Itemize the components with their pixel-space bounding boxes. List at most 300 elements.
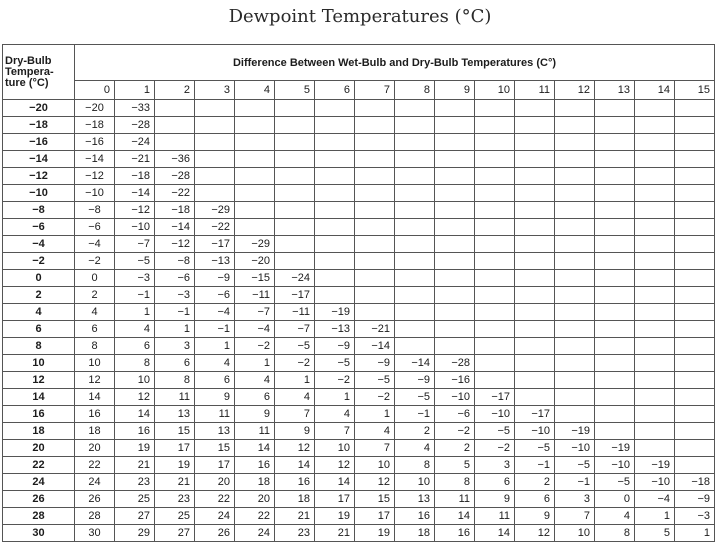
dewpoint-cell: 24 [195,508,235,525]
dewpoint-cell [395,202,435,219]
dewpoint-cell: 25 [155,508,195,525]
dewpoint-cell [475,151,515,168]
dry-bulb-value: 2 [3,287,75,304]
dry-bulb-value: 8 [3,338,75,355]
dewpoint-cell: 8 [595,525,635,542]
dewpoint-cell: −10 [475,406,515,423]
dewpoint-cell [515,236,555,253]
dewpoint-cell [675,236,715,253]
dewpoint-cell: −12 [75,168,115,185]
dewpoint-cell [635,372,675,389]
dewpoint-cell [475,134,515,151]
dewpoint-cell: 16 [235,457,275,474]
dewpoint-cell: −9 [355,355,395,372]
dewpoint-cell: 13 [395,491,435,508]
dewpoint-cell: −16 [435,372,475,389]
dewpoint-cell: −5 [315,355,355,372]
dewpoint-cell [275,117,315,134]
dewpoint-cell [675,219,715,236]
dewpoint-cell: −16 [75,134,115,151]
dewpoint-cell: 10 [555,525,595,542]
difference-column-header: 10 [475,81,515,100]
table-row [3,100,715,117]
dewpoint-cell: −17 [195,236,235,253]
dewpoint-cell [595,168,635,185]
dewpoint-cell [395,253,435,270]
difference-column-header: 4 [235,81,275,100]
difference-column-header: 3 [195,81,235,100]
dewpoint-cell [395,236,435,253]
dewpoint-cell: 26 [195,525,235,542]
dewpoint-cell: −9 [675,491,715,508]
dewpoint-cell: −5 [595,474,635,491]
dewpoint-cell: −10 [115,219,155,236]
dewpoint-cell: 16 [435,525,475,542]
dewpoint-cell [515,372,555,389]
dewpoint-cell: 1 [235,355,275,372]
dewpoint-cell [275,236,315,253]
dewpoint-cell: 17 [155,440,195,457]
dewpoint-cell [635,185,675,202]
dewpoint-cell [595,372,635,389]
dewpoint-cell: 0 [595,491,635,508]
dewpoint-cell [675,321,715,338]
dewpoint-cell [475,355,515,372]
dewpoint-cell [555,406,595,423]
dewpoint-cell: −1 [395,406,435,423]
dewpoint-cell [315,270,355,287]
dewpoint-cell: −19 [595,440,635,457]
dewpoint-cell: 23 [115,474,155,491]
dewpoint-cell: 4 [355,423,395,440]
dewpoint-cell: 4 [595,508,635,525]
dewpoint-cell: 8 [155,372,195,389]
dewpoint-cell [315,151,355,168]
dewpoint-cell: 16 [275,474,315,491]
dewpoint-cell [515,355,555,372]
table-row [3,168,715,185]
dewpoint-cell [635,304,675,321]
dewpoint-cell [435,202,475,219]
dewpoint-cell [675,202,715,219]
dewpoint-cell [235,151,275,168]
dewpoint-cell: −4 [195,304,235,321]
dewpoint-cell: 13 [195,423,235,440]
dewpoint-cell [275,134,315,151]
dewpoint-cell: −7 [115,236,155,253]
dewpoint-cell: 4 [235,372,275,389]
dewpoint-cell: 19 [315,508,355,525]
dewpoint-cell: 17 [195,457,235,474]
dewpoint-cell [595,134,635,151]
dewpoint-cell: 2 [435,440,475,457]
dewpoint-cell: −17 [475,389,515,406]
dewpoint-cell: 6 [475,474,515,491]
dewpoint-cell: 9 [275,423,315,440]
dewpoint-cell: 20 [75,440,115,457]
dewpoint-cell [315,168,355,185]
dewpoint-cell [595,151,635,168]
dewpoint-cell: 0 [75,270,115,287]
dewpoint-cell: −22 [155,185,195,202]
dewpoint-cell: 1 [315,389,355,406]
dewpoint-cell: 27 [115,508,155,525]
difference-column-header: 14 [635,81,675,100]
table-row [3,253,715,270]
table-row [3,372,715,389]
dewpoint-cell [435,236,475,253]
dewpoint-cell [475,185,515,202]
dewpoint-cell [195,151,235,168]
dewpoint-cell [515,389,555,406]
dewpoint-cell [395,117,435,134]
dewpoint-cell: 4 [115,321,155,338]
dewpoint-cell [555,287,595,304]
dewpoint-cell: −17 [515,406,555,423]
dewpoint-cell: −2 [75,253,115,270]
dewpoint-cell: 6 [195,372,235,389]
dewpoint-cell: 27 [155,525,195,542]
dewpoint-cell: 5 [635,525,675,542]
dry-bulb-value: 28 [3,508,75,525]
table-title: Dewpoint Temperatures (°C) [228,6,492,27]
dewpoint-cell [595,406,635,423]
dewpoint-cell [595,219,635,236]
dewpoint-cell [555,321,595,338]
dewpoint-cell [355,236,395,253]
dewpoint-cell [515,321,555,338]
dewpoint-cell [595,185,635,202]
dewpoint-cell: 19 [115,440,155,457]
dewpoint-cell: 14 [475,525,515,542]
dewpoint-cell: −1 [155,304,195,321]
dewpoint-cell [195,100,235,117]
dewpoint-cell: −13 [195,253,235,270]
dewpoint-cell [515,287,555,304]
dry-bulb-value: 6 [3,321,75,338]
table-row [3,338,715,355]
dewpoint-cell [635,423,675,440]
dewpoint-cell [315,117,355,134]
dewpoint-cell: −19 [315,304,355,321]
dewpoint-cell [395,338,435,355]
dewpoint-cell [595,287,635,304]
dewpoint-cell: −18 [115,168,155,185]
dewpoint-cell [475,372,515,389]
dewpoint-cell: 15 [195,440,235,457]
dry-bulb-value: −8 [3,202,75,219]
dewpoint-cell: 20 [195,474,235,491]
dewpoint-cell [555,202,595,219]
dewpoint-cell: −29 [195,202,235,219]
dewpoint-cell [315,134,355,151]
dewpoint-cell [275,100,315,117]
dewpoint-cell: −13 [315,321,355,338]
dewpoint-cell: 11 [435,491,475,508]
dewpoint-cell: 12 [355,474,395,491]
dewpoint-cell: 26 [75,491,115,508]
table-row [3,202,715,219]
dewpoint-cell: 8 [115,355,155,372]
dewpoint-cell: 18 [275,491,315,508]
dewpoint-cell: −14 [355,338,395,355]
dewpoint-cell: −2 [435,423,475,440]
dewpoint-cell: 4 [275,389,315,406]
table-row [3,287,715,304]
dry-bulb-header [3,45,75,100]
dewpoint-cell [555,134,595,151]
dewpoint-cell: 8 [395,457,435,474]
difference-column-header: 5 [275,81,315,100]
dewpoint-cell [155,134,195,151]
dewpoint-cell [395,151,435,168]
dewpoint-cell: −18 [75,117,115,134]
dewpoint-cell: 10 [355,457,395,474]
difference-column-header: 12 [555,81,595,100]
dewpoint-cell: −5 [115,253,155,270]
dewpoint-cell [475,321,515,338]
dewpoint-cell [195,185,235,202]
dewpoint-cell [555,338,595,355]
dewpoint-cell: −10 [595,457,635,474]
dewpoint-cell: 14 [275,457,315,474]
dewpoint-cell [195,134,235,151]
dewpoint-cell: −6 [155,270,195,287]
dewpoint-cell: 21 [155,474,195,491]
dewpoint-cell: −9 [395,372,435,389]
dewpoint-cell: 18 [235,474,275,491]
dewpoint-cell [635,168,675,185]
dewpoint-cell [555,372,595,389]
dewpoint-cell: −6 [195,287,235,304]
dewpoint-cell: 7 [355,440,395,457]
difference-column-header: 9 [435,81,475,100]
dewpoint-cell: −11 [275,304,315,321]
dry-bulb-header-line: ture (°C) [5,76,49,89]
dewpoint-cell: −18 [675,474,715,491]
dewpoint-cell [595,389,635,406]
dewpoint-cell [635,406,675,423]
dry-bulb-header-line: Tempera- [5,65,54,78]
dewpoint-cell [355,134,395,151]
dewpoint-cell [635,440,675,457]
dewpoint-cell [635,389,675,406]
dewpoint-cell: −3 [115,270,155,287]
dewpoint-cell: −6 [435,406,475,423]
dewpoint-cell [435,100,475,117]
dewpoint-cell [435,117,475,134]
dewpoint-cell [595,270,635,287]
dewpoint-cell [515,253,555,270]
dewpoint-cell: 6 [155,355,195,372]
dewpoint-cell [555,355,595,372]
dry-bulb-value: 14 [3,389,75,406]
dewpoint-cell: 6 [515,491,555,508]
dewpoint-cell [675,117,715,134]
dewpoint-cell: −10 [75,185,115,202]
dewpoint-cell [475,270,515,287]
dewpoint-cell: 10 [75,355,115,372]
dewpoint-cell: −5 [555,457,595,474]
dewpoint-cell: 1 [275,372,315,389]
dewpoint-cell [675,287,715,304]
dewpoint-cell: −2 [315,372,355,389]
dewpoint-cell [395,304,435,321]
dewpoint-cell: 4 [395,440,435,457]
table-row [3,474,715,491]
dewpoint-cell: 11 [155,389,195,406]
dewpoint-cell: 16 [75,406,115,423]
dewpoint-cell: 2 [75,287,115,304]
dewpoint-cell [355,117,395,134]
dewpoint-cell [195,168,235,185]
dewpoint-cell [635,134,675,151]
dewpoint-cell [435,151,475,168]
dewpoint-cell [635,202,675,219]
dewpoint-cell: 21 [115,457,155,474]
dewpoint-cell: −5 [395,389,435,406]
dewpoint-cell: 5 [435,457,475,474]
dewpoint-cell: 6 [235,389,275,406]
dewpoint-cell: −29 [235,236,275,253]
dewpoint-cell: 4 [315,406,355,423]
dewpoint-cell [355,151,395,168]
dewpoint-cell: 11 [235,423,275,440]
dewpoint-cell [595,253,635,270]
dewpoint-cell [475,253,515,270]
dry-bulb-value: −14 [3,151,75,168]
dewpoint-cell [235,117,275,134]
dewpoint-cell: −5 [475,423,515,440]
dewpoint-cell: −5 [275,338,315,355]
dewpoint-cell [675,151,715,168]
dewpoint-cell: 1 [675,525,715,542]
dewpoint-cell [635,151,675,168]
dewpoint-cell [355,253,395,270]
dewpoint-cell [475,100,515,117]
dewpoint-cell [595,100,635,117]
dewpoint-cell [395,168,435,185]
dewpoint-cell: −2 [275,355,315,372]
dewpoint-cell: 15 [155,423,195,440]
dewpoint-cell [675,389,715,406]
dewpoint-cell [395,134,435,151]
dewpoint-cell [475,304,515,321]
dewpoint-cell: 1 [155,321,195,338]
dewpoint-cell: 6 [75,321,115,338]
table-row [3,491,715,508]
difference-column-header: 7 [355,81,395,100]
dewpoint-cell: 7 [555,508,595,525]
dry-bulb-value: −2 [3,253,75,270]
dewpoint-cell [475,219,515,236]
dewpoint-cell [675,355,715,372]
table-row [3,355,715,372]
difference-columns-row [3,81,715,100]
dewpoint-cell: 19 [355,525,395,542]
dewpoint-cell: 12 [275,440,315,457]
dewpoint-cell [595,338,635,355]
dewpoint-cell: −4 [635,491,675,508]
dewpoint-cell: 16 [115,423,155,440]
dewpoint-cell: 21 [275,508,315,525]
dewpoint-cell: 15 [355,491,395,508]
table-row [3,389,715,406]
dewpoint-cell [195,117,235,134]
dewpoint-cell [435,287,475,304]
dewpoint-cell [675,270,715,287]
table-row [3,525,715,542]
dewpoint-cell: −20 [235,253,275,270]
dewpoint-cell: 29 [115,525,155,542]
dewpoint-cell [315,100,355,117]
dewpoint-cell [595,304,635,321]
dewpoint-cell [555,219,595,236]
dewpoint-cell: 22 [195,491,235,508]
dewpoint-cell: −5 [355,372,395,389]
dewpoint-cell [275,253,315,270]
dewpoint-cell [595,202,635,219]
dewpoint-cell: 10 [115,372,155,389]
dewpoint-cell: −14 [115,185,155,202]
table-row [3,185,715,202]
dewpoint-cell [155,100,195,117]
dewpoint-cell [555,270,595,287]
dewpoint-cell [675,338,715,355]
dewpoint-cell: 9 [475,491,515,508]
dry-bulb-value: 30 [3,525,75,542]
dry-bulb-value: −6 [3,219,75,236]
dewpoint-cell [515,117,555,134]
dewpoint-cell [315,185,355,202]
dewpoint-cell [395,100,435,117]
dewpoint-cell [435,185,475,202]
dewpoint-cell: −10 [435,389,475,406]
dewpoint-cell: 18 [395,525,435,542]
table-row [3,440,715,457]
dry-bulb-value: 0 [3,270,75,287]
table-row [3,457,715,474]
dewpoint-cell [355,270,395,287]
dewpoint-cell: −24 [115,134,155,151]
table-row [3,151,715,168]
dewpoint-cell [675,253,715,270]
dewpoint-cell: −1 [515,457,555,474]
dry-bulb-value: −12 [3,168,75,185]
dewpoint-cell: −28 [115,117,155,134]
dewpoint-cell [315,253,355,270]
dewpoint-cell [275,219,315,236]
dewpoint-cell [675,457,715,474]
dewpoint-cell [675,440,715,457]
dewpoint-cell: −28 [435,355,475,372]
dewpoint-cell: 3 [155,338,195,355]
dewpoint-cell [475,338,515,355]
dewpoint-cell: −8 [75,202,115,219]
dry-bulb-header-line: Dry-Bulb [5,54,52,67]
dewpoint-cell [675,304,715,321]
dewpoint-cell: −6 [75,219,115,236]
dewpoint-cell [555,236,595,253]
dewpoint-cell: −1 [555,474,595,491]
dewpoint-cell [635,100,675,117]
dewpoint-cell [555,185,595,202]
dewpoint-cell: 2 [395,423,435,440]
dewpoint-cell: −21 [115,151,155,168]
dry-bulb-value: −20 [3,100,75,117]
dewpoint-cell: −20 [75,100,115,117]
dewpoint-cell [235,134,275,151]
